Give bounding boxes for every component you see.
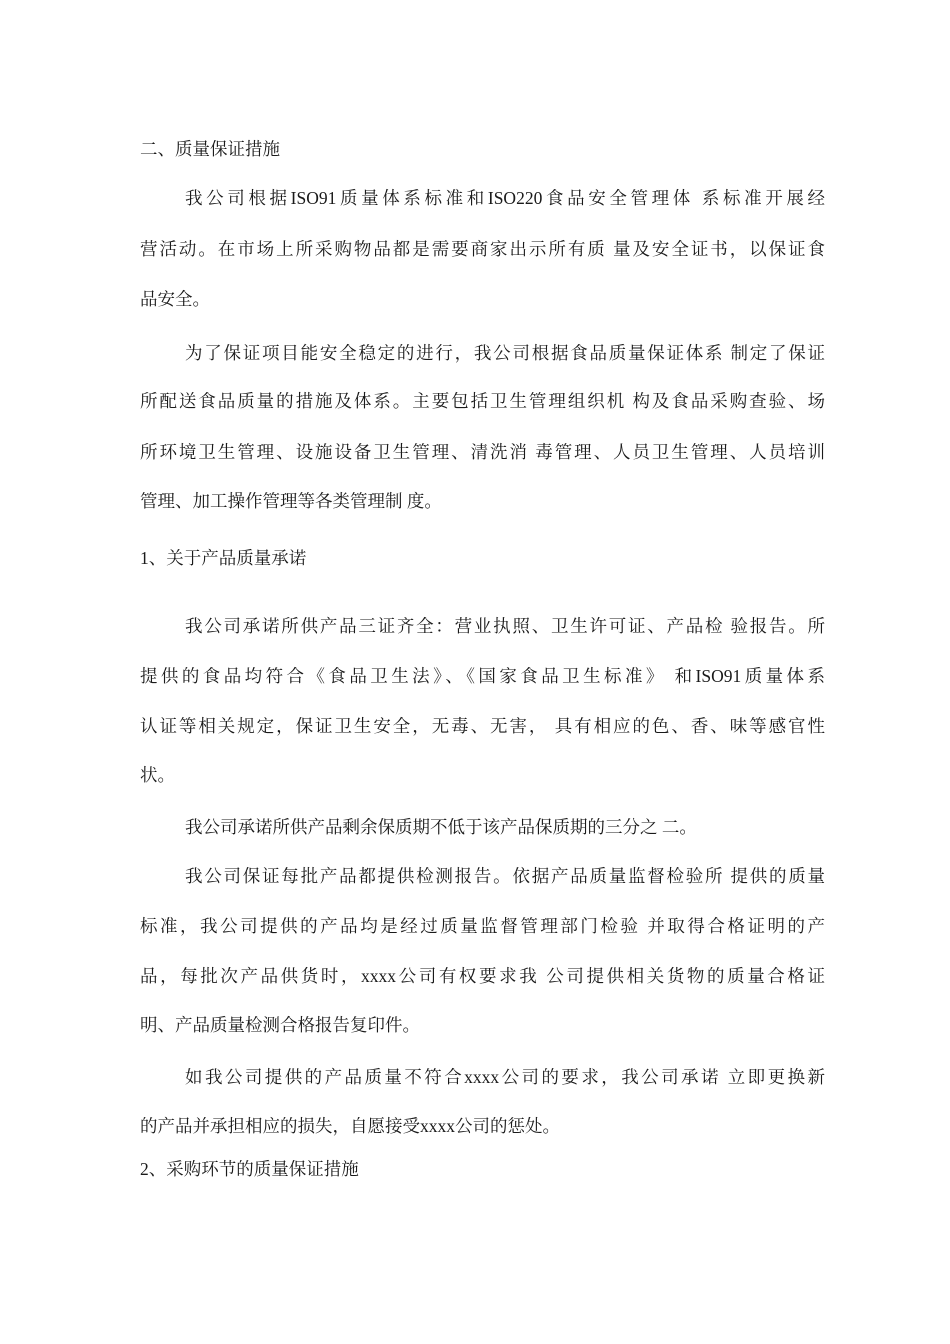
paragraph-line: 营活动。在市场上所采购物品都是需要商家出示所有质 量及安全证书，以保证食	[140, 239, 825, 259]
paragraph-line: 我公司根据ISO91质量体系标准和ISO220食品安全管理体 系标准开展经	[185, 188, 825, 208]
section-heading: 二、质量保证措施	[140, 139, 280, 159]
paragraph-line: 品，每批次产品供货时，xxxx公司有权要求我 公司提供相关货物的质量合格证	[140, 966, 825, 986]
paragraph-line: 品安全。	[140, 289, 210, 309]
paragraph-line: 如我公司提供的产品质量不符合xxxx公司的要求，我公司承诺 立即更换新	[185, 1067, 825, 1087]
paragraph-line: 我公司承诺所供产品三证齐全：营业执照、卫生许可证、产品检 验报告。所	[185, 616, 825, 636]
paragraph-line: 的产品并承担相应的损失，自愿接受xxxx公司的惩处。	[140, 1116, 560, 1136]
paragraph-line: 所配送食品质量的措施及体系。主要包括卫生管理组织机 构及食品采购查验、场	[140, 391, 825, 411]
paragraph-line: 明、产品质量检测合格报告复印件。	[140, 1015, 420, 1035]
paragraph-line: 我公司承诺所供产品剩余保质期不低于该产品保质期的三分之 二。	[185, 817, 697, 837]
paragraph-line: 认证等相关规定，保证卫生安全，无毒、无害， 具有相应的色、香、味等感官性	[140, 716, 825, 736]
paragraph-line: 我公司保证每批产品都提供检测报告。依据产品质量监督检验所 提供的质量	[185, 866, 825, 886]
paragraph-line: 提供的食品均符合《食品卫生法》、《国家食品卫生标准》 和ISO91质量体系	[140, 666, 825, 686]
paragraph-line: 为了保证项目能安全稳定的进行，我公司根据食品质量保证体系 制定了保证	[185, 343, 825, 363]
subheading-2: 2、采购环节的质量保证措施	[140, 1159, 359, 1179]
paragraph-line: 标准，我公司提供的产品均是经过质量监督管理部门检验 并取得合格证明的产	[140, 916, 825, 936]
paragraph-line: 状。	[140, 765, 175, 785]
paragraph-line: 所环境卫生管理、设施设备卫生管理、清洗消 毒管理、人员卫生管理、人员培训	[140, 442, 825, 462]
subheading-1: 1、关于产品质量承诺	[140, 548, 307, 568]
paragraph-line: 管理、加工操作管理等各类管理制 度。	[140, 491, 442, 511]
